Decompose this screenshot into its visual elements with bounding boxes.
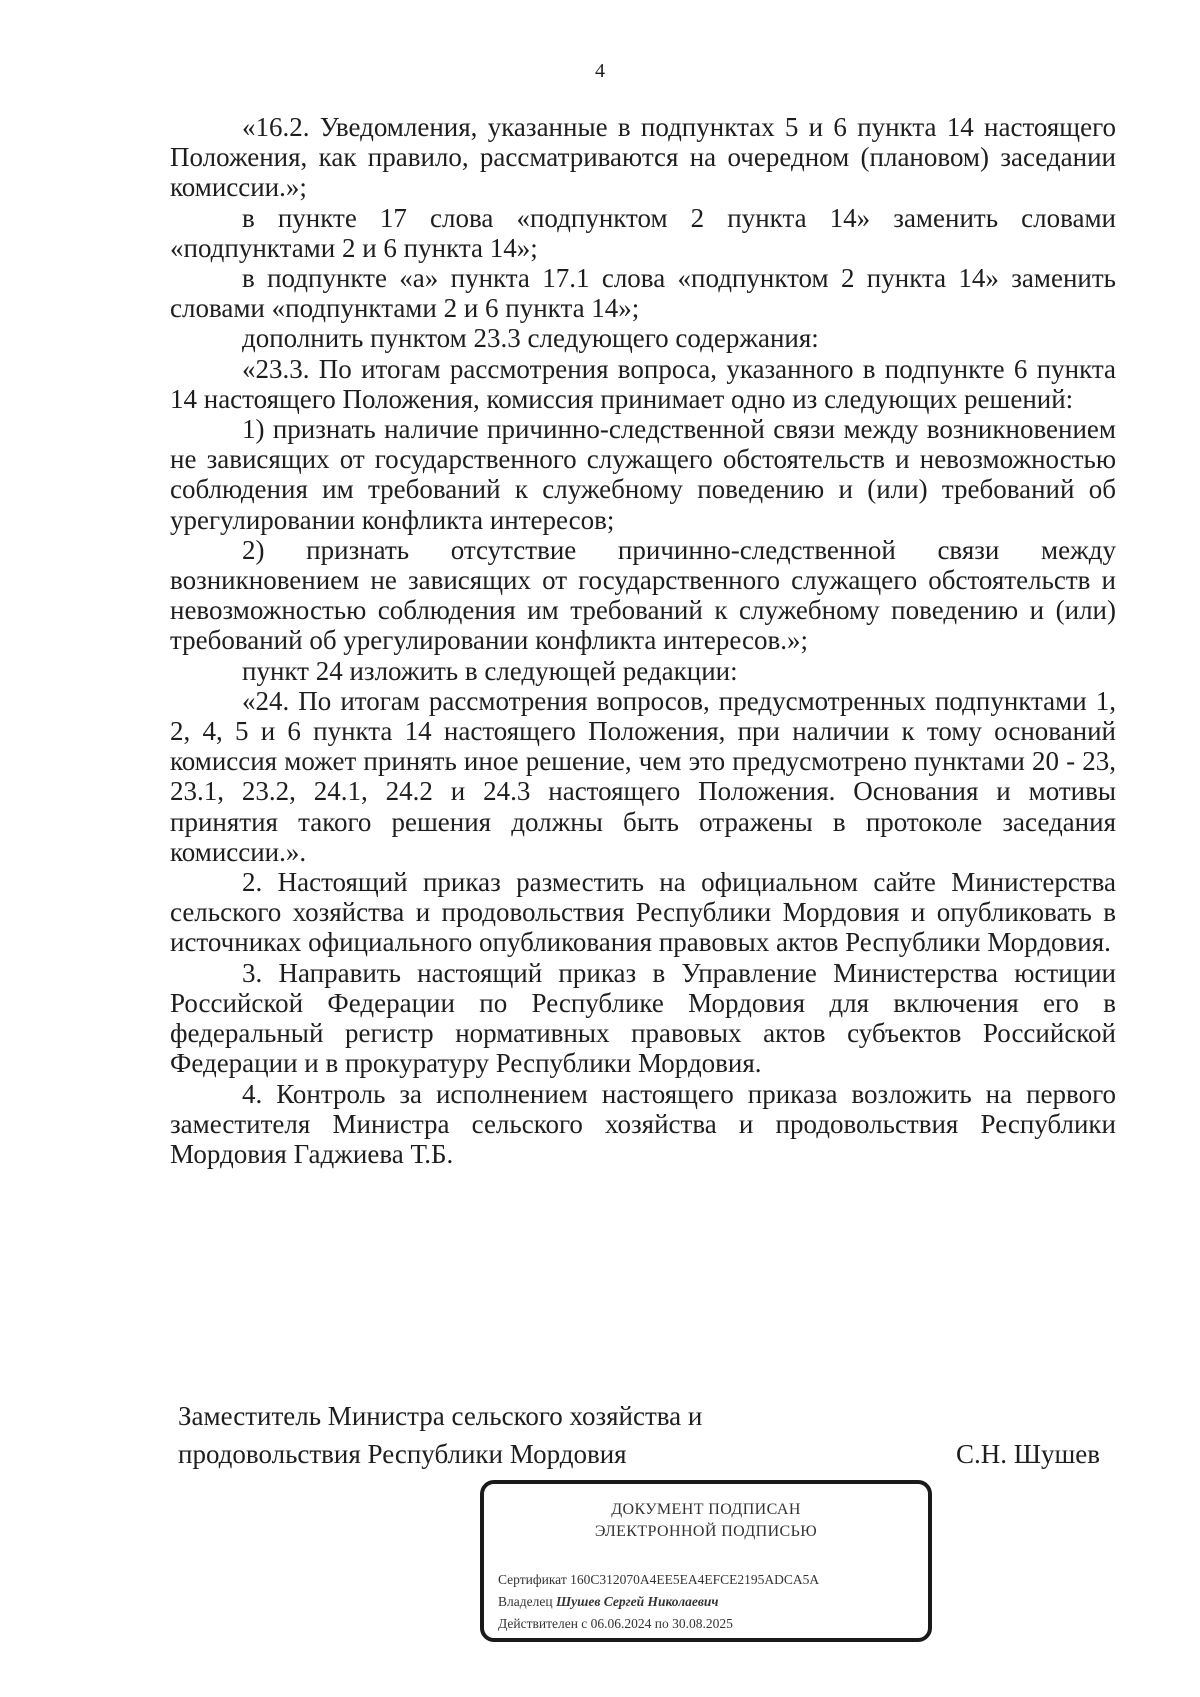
paragraph-order-3: 3. Направить настоящий приказ в Управление Министерства юстиции Российской Федерации по Республике Мордовия для включения его в федеральный регистр нормативных правовых актов субъектов Российской Федерации и в прокуратуру Республики Мордовия.: [170, 957, 1116, 1079]
stamp-owner-value: Шушев Сергей Николаевич: [555, 1594, 719, 1609]
paragraph-order-4: 4. Контроль за исполнением настоящего приказа возложить на первого заместителя Министра сельского хозяйства и продовольствия Республики Мордовия Гаджиева Т.Б.: [170, 1078, 1116, 1169]
paragraph-item-17: в пункте 17 слова «подпунктом 2 пункта 14» заменить словами «подпунктами 2 и 6 пункта 14»;: [170, 202, 1116, 263]
signatory-name: С.Н. Шушев: [955, 1439, 1100, 1469]
stamp-owner-label: Владелец: [498, 1594, 553, 1609]
paragraph-item-17-1: в подпункте «а» пункта 17.1 слова «подпунктом 2 пункта 14» заменить словами «подпунктами 2 и 6 пункта 14»;: [170, 263, 1116, 324]
paragraph-item-24-intro: пункт 24 изложить в следующей редакции:: [242, 655, 738, 686]
signatory-title: [178, 1397, 818, 1473]
stamp-heading-line-2: ЭЛЕКТРОННОЙ ПОДПИСЬЮ: [594, 1523, 818, 1540]
stamp-valid-from: 06.06.2024: [590, 1616, 652, 1631]
stamp-owner-line: [498, 1591, 918, 1613]
signatory-title-line-1: Заместитель Министра сельского хозяйства и: [178, 1401, 703, 1431]
stamp-valid-label: Действителен с: [498, 1616, 588, 1631]
paragraph-order-2: 2. Настоящий приказ разместить на официальном сайте Министерства сельского хозяйства и продовольствия Республики Мордовия и опубликовать в источниках официального опубликования правовых актов Республики Мордовия.: [170, 867, 1116, 958]
page-number: 4: [595, 60, 605, 82]
paragraph-23-3-option-2: 2) признать отсутствие причинно-следственной связи между возникновением не зависящих от государственного служащего обстоятельств и невозможностью соблюдения им требований к служебному поведению и (или) требований об урегулировании конфликта интересов.»;: [170, 534, 1116, 656]
paragraph-24: «24. По итогам рассмотрения вопросов, предусмотренных подпунктами 1, 2, 4, 5 и 6 пункта 14 настоящего Положения, при наличии к тому оснований комиссия может принять иное решение, чем это предусмотрено пунктами 20 - 23, 23.1, 23.2, 24.1, 24.2 и 24.3 настоящего Положения. Основания и мотивы принятия такого решения должны быть отражены в протоколе заседания комиссии.».: [170, 685, 1116, 867]
electronic-signature-stamp: [480, 1480, 932, 1642]
paragraph-16-2: «16.2. Уведомления, указанные в подпунктах 5 и 6 пункта 14 настоящего Положения, как правило, рассматриваются на очередном (плановом) заседании комиссии.»;: [170, 112, 1116, 203]
paragraph-add-23-3: дополнить пунктом 23.3 следующего содержания:: [242, 323, 819, 354]
stamp-certificate-line: [498, 1569, 918, 1591]
document-body: [170, 112, 1116, 1169]
stamp-certificate-value: 160C312070A4EE5EA4EFCE2195ADCA5A: [570, 1572, 820, 1587]
stamp-heading-line-1: ДОКУМЕНТ ПОДПИСАН: [611, 1501, 801, 1518]
stamp-details: [498, 1569, 918, 1635]
stamp-heading: [484, 1499, 928, 1543]
paragraph-23-3: «23.3. По итогам рассмотрения вопроса, указанного в подпункте 6 пункта 14 настоящего Положения, комиссия принимает одно из следующих решений:: [170, 353, 1116, 414]
stamp-validity-line: [498, 1613, 918, 1635]
signatory-title-line-2: продовольствия Республики Мордовия: [178, 1439, 627, 1469]
stamp-valid-to: 30.08.2025: [672, 1616, 733, 1631]
stamp-valid-to-label: по: [654, 1616, 669, 1631]
paragraph-23-3-option-1: 1) признать наличие причинно-следственной связи между возникновением не зависящих от государственного служащего обстоятельств и невозможностью соблюдения им требований к служебному поведению и (или) требований об урегулировании конфликта интересов;: [170, 414, 1116, 535]
stamp-certificate-label: Сертификат: [498, 1572, 567, 1587]
